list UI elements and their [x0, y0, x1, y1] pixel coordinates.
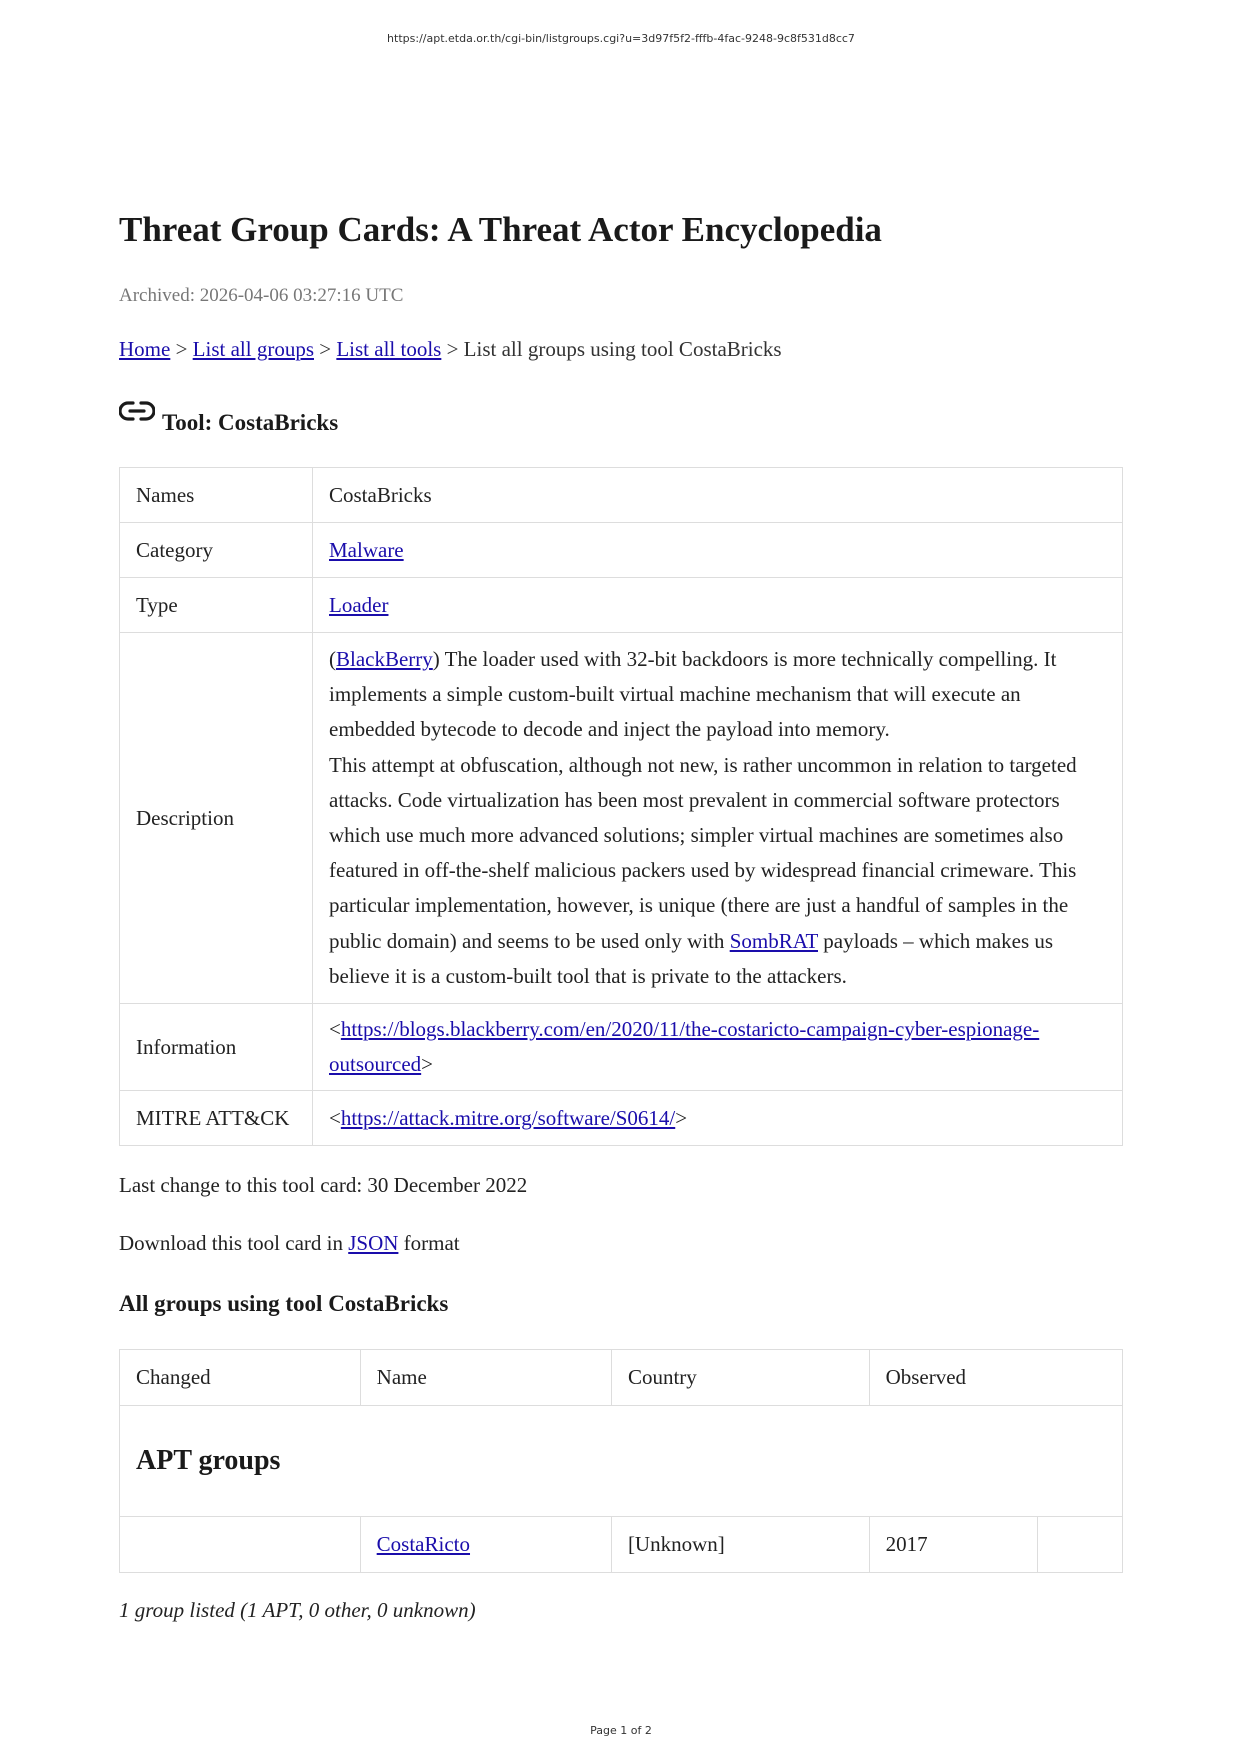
angle-open: < — [329, 1105, 341, 1130]
table-row — [120, 523, 1123, 578]
angle-open: < — [329, 1017, 341, 1042]
information-link[interactable]: https://blogs.blackberry.com/en/2020/11/the-costaricto-campaign-cyber-espionage-outsourced — [329, 1017, 1040, 1077]
breadcrumb — [119, 337, 782, 362]
breadcrumb-separator: > — [314, 337, 337, 361]
table-row — [120, 578, 1123, 633]
breadcrumb-current: > List all groups using tool CostaBricks — [441, 337, 782, 361]
angle-close: > — [421, 1052, 433, 1077]
group-link-costaricto[interactable]: CostaRicto — [376, 1532, 471, 1556]
empty-cell — [1038, 1517, 1123, 1573]
table-row — [120, 633, 1123, 1004]
blackberry-source-link[interactable]: BlackBerry — [336, 647, 433, 671]
mitre-link[interactable]: https://attack.mitre.org/software/S0614/ — [340, 1105, 676, 1130]
type-link[interactable]: Loader — [329, 592, 389, 617]
last-change-text: Last change to this tool card: 30 December 2022 — [119, 1173, 528, 1197]
column-header-changed: Changed — [120, 1350, 361, 1406]
description-text: payloads – which makes us believe it is a custom-built tool that is private to the attackers. — [329, 928, 1054, 988]
tool-card-table — [119, 467, 1123, 1146]
page-url: https://apt.etda.or.th/cgi-bin/listgroups.cgi?u=3d97f5f2-fffb-4fac-9248-9c8f531d8cc7 — [387, 32, 855, 45]
apt-groups-section-label: APT groups — [120, 1406, 1123, 1517]
link-icon — [119, 400, 155, 422]
page-number: Page 1 of 2 — [590, 1724, 652, 1737]
mitre-label: MITRE ATT&CK — [120, 1091, 313, 1146]
table-row — [120, 468, 1123, 523]
table-header-row — [120, 1350, 1123, 1406]
information-label: Information — [120, 1004, 313, 1091]
page-title: Threat Group Cards: A Threat Actor Encyclopedia — [119, 210, 882, 249]
description-text: This attempt at obfuscation, although not new, is rather uncommon in relation to targeted attacks. Code virtualization has been most prevalent in commercial software protectors which use much more advanced solutions; simpler virtual machines are sometimes also featured in off-the-shelf malicious packers used by widespread financial crimeware. This particular implementation, however, is unique (there are just a handful of samples in the public domain) and seems to be used only with — [329, 752, 1077, 953]
description-paren: ( — [329, 647, 336, 671]
column-header-name: Name — [360, 1350, 611, 1406]
column-header-country: Country — [611, 1350, 869, 1406]
groups-table — [119, 1349, 1123, 1573]
table-row — [120, 1091, 1123, 1146]
names-label: Names — [120, 468, 313, 523]
tool-heading-text: Tool: CostaBricks — [162, 410, 339, 435]
mitre-cell — [313, 1091, 1123, 1146]
names-value: CostaBricks — [313, 468, 1123, 523]
description-cell — [313, 633, 1123, 1004]
section-row — [120, 1406, 1123, 1517]
changed-cell — [120, 1517, 361, 1573]
groups-heading: All groups using tool CostaBricks — [119, 1291, 449, 1316]
download-suffix: format — [398, 1231, 460, 1255]
column-header-observed: Observed — [869, 1350, 1122, 1406]
angle-close: > — [675, 1105, 688, 1130]
breadcrumb-home-link[interactable]: Home — [119, 337, 171, 361]
name-cell — [360, 1517, 611, 1573]
type-label: Type — [120, 578, 313, 633]
breadcrumb-tools-link[interactable]: List all tools — [336, 337, 442, 361]
download-prefix: Download this tool card in — [119, 1231, 349, 1255]
archived-timestamp: Archived: 2026-04-06 03:27:16 UTC — [119, 285, 404, 306]
country-cell: [Unknown] — [611, 1517, 869, 1573]
table-row — [120, 1004, 1123, 1091]
observed-cell: 2017 — [869, 1517, 1038, 1573]
description-label: Description — [120, 633, 313, 1004]
category-cell — [313, 523, 1123, 578]
sombrat-link[interactable]: SombRAT — [729, 928, 818, 953]
information-cell — [313, 1004, 1123, 1091]
breadcrumb-groups-link[interactable]: List all groups — [192, 337, 314, 361]
json-download-link[interactable]: JSON — [348, 1231, 399, 1255]
category-label: Category — [120, 523, 313, 578]
type-cell — [313, 578, 1123, 633]
download-line — [119, 1231, 460, 1256]
groups-summary: 1 group listed (1 APT, 0 other, 0 unknown) — [119, 1598, 476, 1622]
table-row — [120, 1517, 1123, 1573]
breadcrumb-separator: > — [170, 337, 193, 361]
category-link[interactable]: Malware — [329, 537, 404, 562]
description-text: ) The loader used with 32-bit backdoors is more technically compelling. It implements a simple custom-built virtual machine mechanism that will execute an embedded bytecode to decode and inject the payload into memory. — [329, 647, 1057, 742]
